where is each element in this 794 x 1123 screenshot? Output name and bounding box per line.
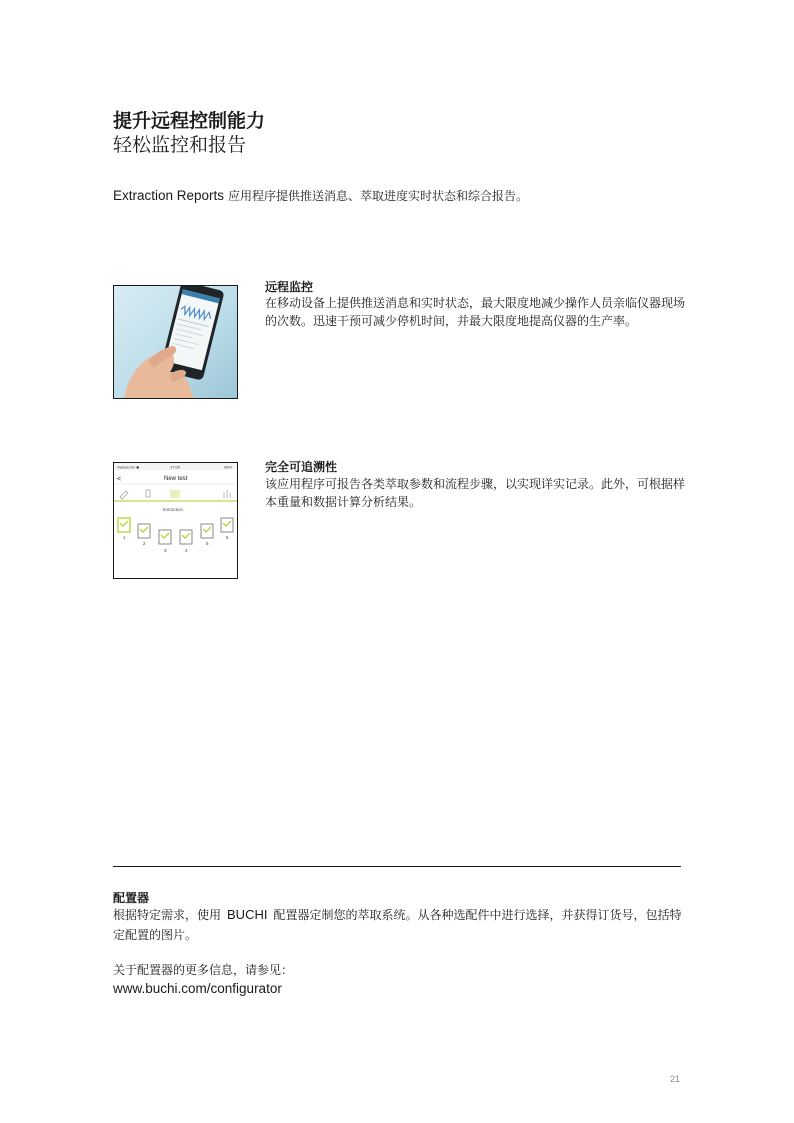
position-label: 6 [226,535,229,540]
feature-title-traceability: 完全可追溯性 [265,460,338,474]
position-label: 2 [143,541,146,546]
feature-body-remote: 在移动设备上提供推送消息和实时状态，最大限度地减少操作人员亲临仪器现场的次数。迅速干预可减少停机时间，并最大限度地提高仪器的生产率。 [265,296,686,328]
position-label: 4 [185,548,188,553]
hand-holding-phone-photo [113,285,238,399]
status-battery: 98% [224,464,233,470]
intro-text: 应用程序提供推送消息、萃取进度实时状态和综合报告。 [228,189,529,203]
configurator-title: 配置器 [113,891,150,905]
app-screenshot [113,462,238,579]
position-label: 5 [206,541,209,546]
section-divider [113,866,681,867]
configurator-text-after: 配置器定制您的萃取系统。从各种选配件中进行选择，并获得订货号，包括特定配置的图片。 [113,908,682,942]
position-label: 3 [164,548,167,553]
page-subheading: 轻松监控和报告 [113,134,247,156]
back-icon: < [117,476,122,483]
configurator-text-before: 根据特定需求，使用 [113,908,222,922]
active-tab-icon [170,490,180,498]
configurator-link[interactable]: www.buchi.com/configurator [113,981,282,996]
page-heading: 提升远程控制能力 [113,110,266,132]
intro-paragraph [113,187,528,205]
page-number: 21 [670,1074,681,1084]
more-info-text: 关于配置器的更多信息，请参见： [113,963,294,977]
app-name: Extraction Reports [113,188,225,203]
status-time: 17:00 [170,464,181,470]
section-label: Extraction [163,507,184,512]
feature-title-remote: 远程监控 [265,280,314,294]
feature-body-traceability: 该应用程序可报告各类萃取参数和流程步骤，以实现详实记录。此外，可根据样本重量和数据计算分析结果。 [265,477,686,509]
status-carrier: Swisscom ◆ [117,464,140,470]
brand-name: BUCHI [227,907,268,922]
screenshot-title: New test [164,476,188,482]
configurator-body [113,905,685,945]
position-label: 1 [123,535,126,540]
